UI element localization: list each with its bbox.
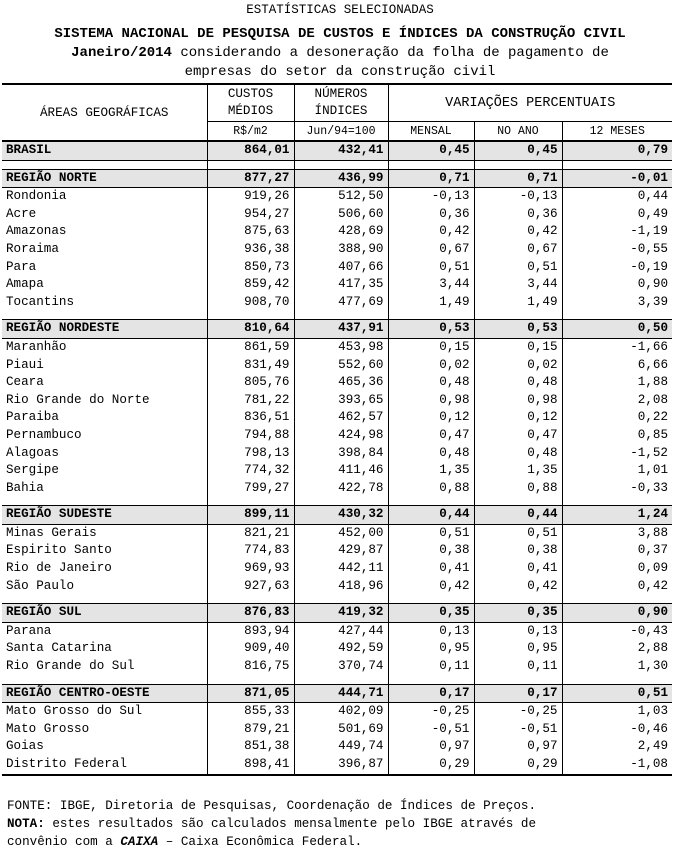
value-cell: 0,11 [388, 658, 474, 676]
area-name-cell: Distrito Federal [2, 756, 207, 775]
value-cell: 477,69 [294, 294, 388, 312]
table-row [2, 188, 672, 206]
value-cell: 899,11 [207, 506, 294, 525]
value-cell: 877,27 [207, 169, 294, 188]
main-title: SISTEMA NACIONAL DE PESQUISA DE CUSTOS E ÍNDICES DA CONSTRUÇÃO CIVIL [54, 26, 626, 42]
value-cell: 506,60 [294, 206, 388, 224]
value-cell: 898,41 [207, 756, 294, 775]
value-cell: 462,57 [294, 409, 388, 427]
value-cell: -1,52 [630, 445, 668, 460]
area-name-cell: REGIÃO NORTE [2, 169, 207, 188]
top-title: ESTATÍSTICAS SELECIONADAS [246, 3, 434, 17]
value-cell: 0,67 [388, 241, 474, 259]
col-header-area: ÁREAS GEOGRÁFICAS [2, 84, 207, 141]
area-name-cell: Goias [2, 738, 207, 756]
area-name-cell: Rio de Janeiro [2, 560, 207, 578]
table-row [2, 542, 672, 560]
value-cell: 0,51 [388, 524, 474, 542]
value-cell: 0,15 [388, 338, 474, 356]
value-cell: 879,21 [207, 721, 294, 739]
table-row [2, 560, 672, 578]
area-name-cell: Pernambuco [2, 427, 207, 445]
value-cell: 871,05 [207, 684, 294, 703]
area-name-cell: Espirito Santo [2, 542, 207, 560]
value-cell: 492,59 [294, 640, 388, 658]
subtitle-text: considerando a desoneração da folha de pagamento de [171, 45, 609, 61]
value-cell: 419,32 [294, 604, 388, 623]
area-name-cell: Paraiba [2, 409, 207, 427]
value-cell: 0,45 [474, 141, 562, 160]
value-cell: 1,03 [637, 704, 668, 719]
value-cell: 0,42 [388, 578, 474, 596]
value-cell: -0,55 [630, 241, 668, 256]
value-cell: 821,21 [207, 524, 294, 542]
value-cell: 0,85 [637, 427, 668, 442]
value-cell: 0,11 [474, 658, 562, 676]
col-header-variacoes: VARIAÇÕES PERCENTUAIS [445, 95, 616, 111]
value-cell: 805,76 [207, 374, 294, 392]
value-cell: 501,69 [294, 721, 388, 739]
area-name-cell: Rondonia [2, 188, 207, 206]
col-header-mensal: MENSAL [388, 122, 474, 142]
value-cell: 453,98 [294, 338, 388, 356]
col-header-custos: CUSTOS MÉDIOS [207, 84, 294, 122]
spacer-row [2, 676, 672, 685]
value-cell: -0,46 [630, 721, 668, 736]
area-name-cell: Amapa [2, 276, 207, 294]
area-name-cell: Mato Grosso [2, 721, 207, 739]
value-cell: 449,74 [294, 738, 388, 756]
region-row [2, 506, 672, 525]
table-row [2, 578, 672, 596]
value-cell: 398,84 [294, 445, 388, 463]
value-cell: 909,40 [207, 640, 294, 658]
value-cell: 0,71 [474, 169, 562, 188]
region-row [2, 141, 672, 160]
value-cell: 0,42 [388, 223, 474, 241]
table-row [2, 721, 672, 739]
value-cell: 0,42 [474, 578, 562, 596]
value-cell: 0,48 [474, 374, 562, 392]
statistics-table [2, 83, 672, 776]
value-cell: 0,88 [474, 480, 562, 498]
region-row [2, 604, 672, 623]
area-name-cell: Tocantins [2, 294, 207, 312]
value-cell: 0,47 [474, 427, 562, 445]
value-cell: -1,08 [630, 757, 668, 771]
value-cell: 859,42 [207, 276, 294, 294]
value-cell: 0,38 [388, 542, 474, 560]
value-cell: 0,71 [388, 169, 474, 188]
area-name-cell: Para [2, 259, 207, 277]
value-cell: 0,12 [474, 409, 562, 427]
value-cell: 442,11 [294, 560, 388, 578]
table-row [2, 445, 672, 463]
value-cell: 0,12 [388, 409, 474, 427]
area-name-cell: Alagoas [2, 445, 207, 463]
value-cell: 0,53 [388, 320, 474, 339]
area-name-cell: Santa Catarina [2, 640, 207, 658]
value-cell: 954,27 [207, 206, 294, 224]
area-name-cell: BRASIL [2, 141, 207, 160]
area-name-cell: Minas Gerais [2, 524, 207, 542]
spacer-row [2, 497, 672, 506]
value-cell: 2,88 [637, 641, 668, 656]
value-cell: -0,25 [388, 703, 474, 721]
value-cell: 0,44 [388, 506, 474, 525]
value-cell: 1,49 [474, 294, 562, 312]
value-cell: 0,41 [388, 560, 474, 578]
col-header-12-meses: 12 MESES [562, 122, 672, 142]
value-cell: 799,27 [207, 480, 294, 498]
value-cell: -1,19 [630, 224, 668, 239]
area-name-cell: REGIÃO NORDESTE [2, 320, 207, 339]
area-name-cell: Mato Grosso do Sul [2, 703, 207, 721]
value-cell: 0,37 [637, 543, 668, 558]
area-name-cell: Rio Grande do Sul [2, 658, 207, 676]
value-cell: -0,51 [474, 721, 562, 739]
value-cell: -0,33 [630, 480, 668, 495]
spacer-row [2, 160, 672, 169]
value-cell: 3,88 [637, 525, 668, 540]
value-cell: 3,39 [637, 294, 668, 309]
value-cell: 1,01 [637, 463, 668, 478]
table-row [2, 640, 672, 658]
area-name-cell: Roraima [2, 241, 207, 259]
value-cell: 1,30 [637, 659, 668, 674]
table-row [2, 703, 672, 721]
spacer-row [2, 595, 672, 604]
value-cell: 0,49 [637, 206, 668, 221]
value-cell: 836,51 [207, 409, 294, 427]
value-cell: 0,95 [388, 640, 474, 658]
value-cell: 774,83 [207, 542, 294, 560]
value-cell: 444,71 [294, 684, 388, 703]
table-row [2, 206, 672, 224]
value-cell: 850,73 [207, 259, 294, 277]
value-cell: 810,64 [207, 320, 294, 339]
value-cell: 411,46 [294, 462, 388, 480]
value-cell: -0,19 [630, 259, 668, 274]
value-cell: 1,24 [562, 506, 672, 525]
table-row [2, 259, 672, 277]
value-cell: 552,60 [294, 357, 388, 375]
table-row [2, 357, 672, 375]
value-cell: 0,45 [388, 141, 474, 160]
value-cell: 465,36 [294, 374, 388, 392]
value-cell: 1,35 [388, 462, 474, 480]
value-cell: 831,49 [207, 357, 294, 375]
value-cell: 0,09 [637, 561, 668, 576]
value-cell: 0,51 [388, 259, 474, 277]
value-cell: 452,00 [294, 524, 388, 542]
table-row [2, 658, 672, 676]
region-row [2, 169, 672, 188]
value-cell: 876,83 [207, 604, 294, 623]
value-cell: 0,51 [474, 259, 562, 277]
area-name-cell: REGIÃO SUDESTE [2, 506, 207, 525]
col-header-numeros: NÚMEROS ÍNDICES [294, 84, 388, 122]
value-cell: 0,13 [474, 622, 562, 640]
value-cell: 861,59 [207, 338, 294, 356]
value-cell: 0,79 [562, 141, 672, 160]
value-cell: 424,98 [294, 427, 388, 445]
value-cell: 0,02 [474, 357, 562, 375]
footer-notes [7, 797, 677, 851]
table-row [2, 462, 672, 480]
table-row [2, 409, 672, 427]
value-cell: 0,13 [388, 622, 474, 640]
area-name-cell: Piaui [2, 357, 207, 375]
value-cell: 893,94 [207, 622, 294, 640]
value-cell: 927,63 [207, 578, 294, 596]
value-cell: 1,88 [637, 375, 668, 390]
area-name-cell: Rio Grande do Norte [2, 392, 207, 410]
value-cell: 0,36 [474, 206, 562, 224]
area-name-cell: Bahia [2, 480, 207, 498]
value-cell: 0,51 [474, 524, 562, 542]
table-row [2, 223, 672, 241]
value-cell: 875,63 [207, 223, 294, 241]
table-row [2, 622, 672, 640]
value-cell: 2,49 [637, 739, 668, 754]
value-cell: 0,53 [474, 320, 562, 339]
area-name-cell: Sergipe [2, 462, 207, 480]
subtitle [0, 44, 680, 82]
table-row [2, 276, 672, 294]
area-name-cell: REGIÃO CENTRO-OESTE [2, 684, 207, 703]
value-cell: 437,91 [294, 320, 388, 339]
value-cell: 798,13 [207, 445, 294, 463]
value-cell: 0,67 [474, 241, 562, 259]
value-cell: 388,90 [294, 241, 388, 259]
area-name-cell: Ceara [2, 374, 207, 392]
value-cell: 1,49 [388, 294, 474, 312]
area-name-cell: Acre [2, 206, 207, 224]
value-cell: 0,35 [474, 604, 562, 623]
value-cell: 418,96 [294, 578, 388, 596]
value-cell: -0,01 [562, 169, 672, 188]
value-cell: 0,36 [388, 206, 474, 224]
subtitle-line2: empresas do setor da construção civil [184, 64, 496, 80]
value-cell: 427,44 [294, 622, 388, 640]
unit-indices: Jun/94=100 [294, 122, 388, 142]
region-row [2, 684, 672, 703]
value-cell: 794,88 [207, 427, 294, 445]
value-cell: 407,66 [294, 259, 388, 277]
value-cell: 0,50 [562, 320, 672, 339]
area-name-cell: Parana [2, 622, 207, 640]
value-cell: 0,44 [474, 506, 562, 525]
table-row [2, 524, 672, 542]
nota-line2: convênio com a CAIXA – Caixa Econômica Federal. [7, 835, 363, 849]
value-cell: 0,38 [474, 542, 562, 560]
value-cell: 0,97 [474, 738, 562, 756]
value-cell: 0,02 [388, 357, 474, 375]
value-cell: 430,32 [294, 506, 388, 525]
table-row [2, 374, 672, 392]
value-cell: 396,87 [294, 756, 388, 775]
table-row [2, 392, 672, 410]
value-cell: 0,48 [474, 445, 562, 463]
value-cell: 0,17 [388, 684, 474, 703]
source-note: FONTE: IBGE, Diretoria de Pesquisas, Coordenação de Índices de Preços. [7, 799, 537, 813]
value-cell: 0,95 [474, 640, 562, 658]
table-row [2, 294, 672, 312]
value-cell: 0,98 [474, 392, 562, 410]
value-cell: 0,88 [388, 480, 474, 498]
value-cell: 512,50 [294, 188, 388, 206]
value-cell: -0,51 [388, 721, 474, 739]
value-cell: 0,44 [637, 189, 668, 204]
value-cell: 0,29 [388, 756, 474, 775]
value-cell: 816,75 [207, 658, 294, 676]
value-cell: 0,17 [474, 684, 562, 703]
value-cell: 851,38 [207, 738, 294, 756]
area-name-cell: São Paulo [2, 578, 207, 596]
value-cell: 908,70 [207, 294, 294, 312]
value-cell: 864,01 [207, 141, 294, 160]
value-cell: -0,43 [630, 623, 668, 638]
value-cell: 0,48 [388, 445, 474, 463]
value-cell: 919,26 [207, 188, 294, 206]
value-cell: 0,51 [562, 684, 672, 703]
value-cell: 774,32 [207, 462, 294, 480]
area-name-cell: REGIÃO SUL [2, 604, 207, 623]
value-cell: 432,41 [294, 141, 388, 160]
value-cell: 0,42 [637, 578, 668, 593]
value-cell: 428,69 [294, 223, 388, 241]
table-row [2, 480, 672, 498]
col-header-no-ano: NO ANO [474, 122, 562, 142]
value-cell: 0,48 [388, 374, 474, 392]
table-row [2, 738, 672, 756]
value-cell: -0,13 [474, 188, 562, 206]
value-cell: 393,65 [294, 392, 388, 410]
value-cell: 936,38 [207, 241, 294, 259]
value-cell: 3,44 [474, 276, 562, 294]
value-cell: -0,25 [474, 703, 562, 721]
table-row [2, 427, 672, 445]
value-cell: 402,09 [294, 703, 388, 721]
value-cell: 2,08 [637, 392, 668, 407]
value-cell: -1,66 [630, 339, 668, 354]
value-cell: 781,22 [207, 392, 294, 410]
nota-line1: NOTA: estes resultados são calculados mensalmente pelo IBGE através de [7, 817, 537, 831]
unit-custos: R$/m2 [207, 122, 294, 142]
value-cell: 422,78 [294, 480, 388, 498]
value-cell: 0,42 [474, 223, 562, 241]
value-cell: 969,93 [207, 560, 294, 578]
value-cell: 0,90 [562, 604, 672, 623]
value-cell: 3,44 [388, 276, 474, 294]
value-cell: 0,98 [388, 392, 474, 410]
value-cell: 429,87 [294, 542, 388, 560]
table-row [2, 756, 672, 775]
value-cell: 0,97 [388, 738, 474, 756]
value-cell: 855,33 [207, 703, 294, 721]
value-cell: 1,35 [474, 462, 562, 480]
value-cell: 0,29 [474, 756, 562, 775]
region-row [2, 320, 672, 339]
value-cell: 6,66 [637, 357, 668, 372]
value-cell: 417,35 [294, 276, 388, 294]
period-label: Janeiro/2014 [71, 45, 172, 61]
value-cell: 370,74 [294, 658, 388, 676]
spacer-row [2, 311, 672, 320]
value-cell: 0,90 [637, 277, 668, 292]
value-cell: 0,22 [637, 410, 668, 425]
table-row [2, 338, 672, 356]
value-cell: -0,13 [388, 188, 474, 206]
value-cell: 0,15 [474, 338, 562, 356]
value-cell: 0,41 [474, 560, 562, 578]
table-row [2, 241, 672, 259]
value-cell: 436,99 [294, 169, 388, 188]
value-cell: 0,47 [388, 427, 474, 445]
area-name-cell: Amazonas [2, 223, 207, 241]
area-name-cell: Maranhão [2, 338, 207, 356]
value-cell: 0,35 [388, 604, 474, 623]
